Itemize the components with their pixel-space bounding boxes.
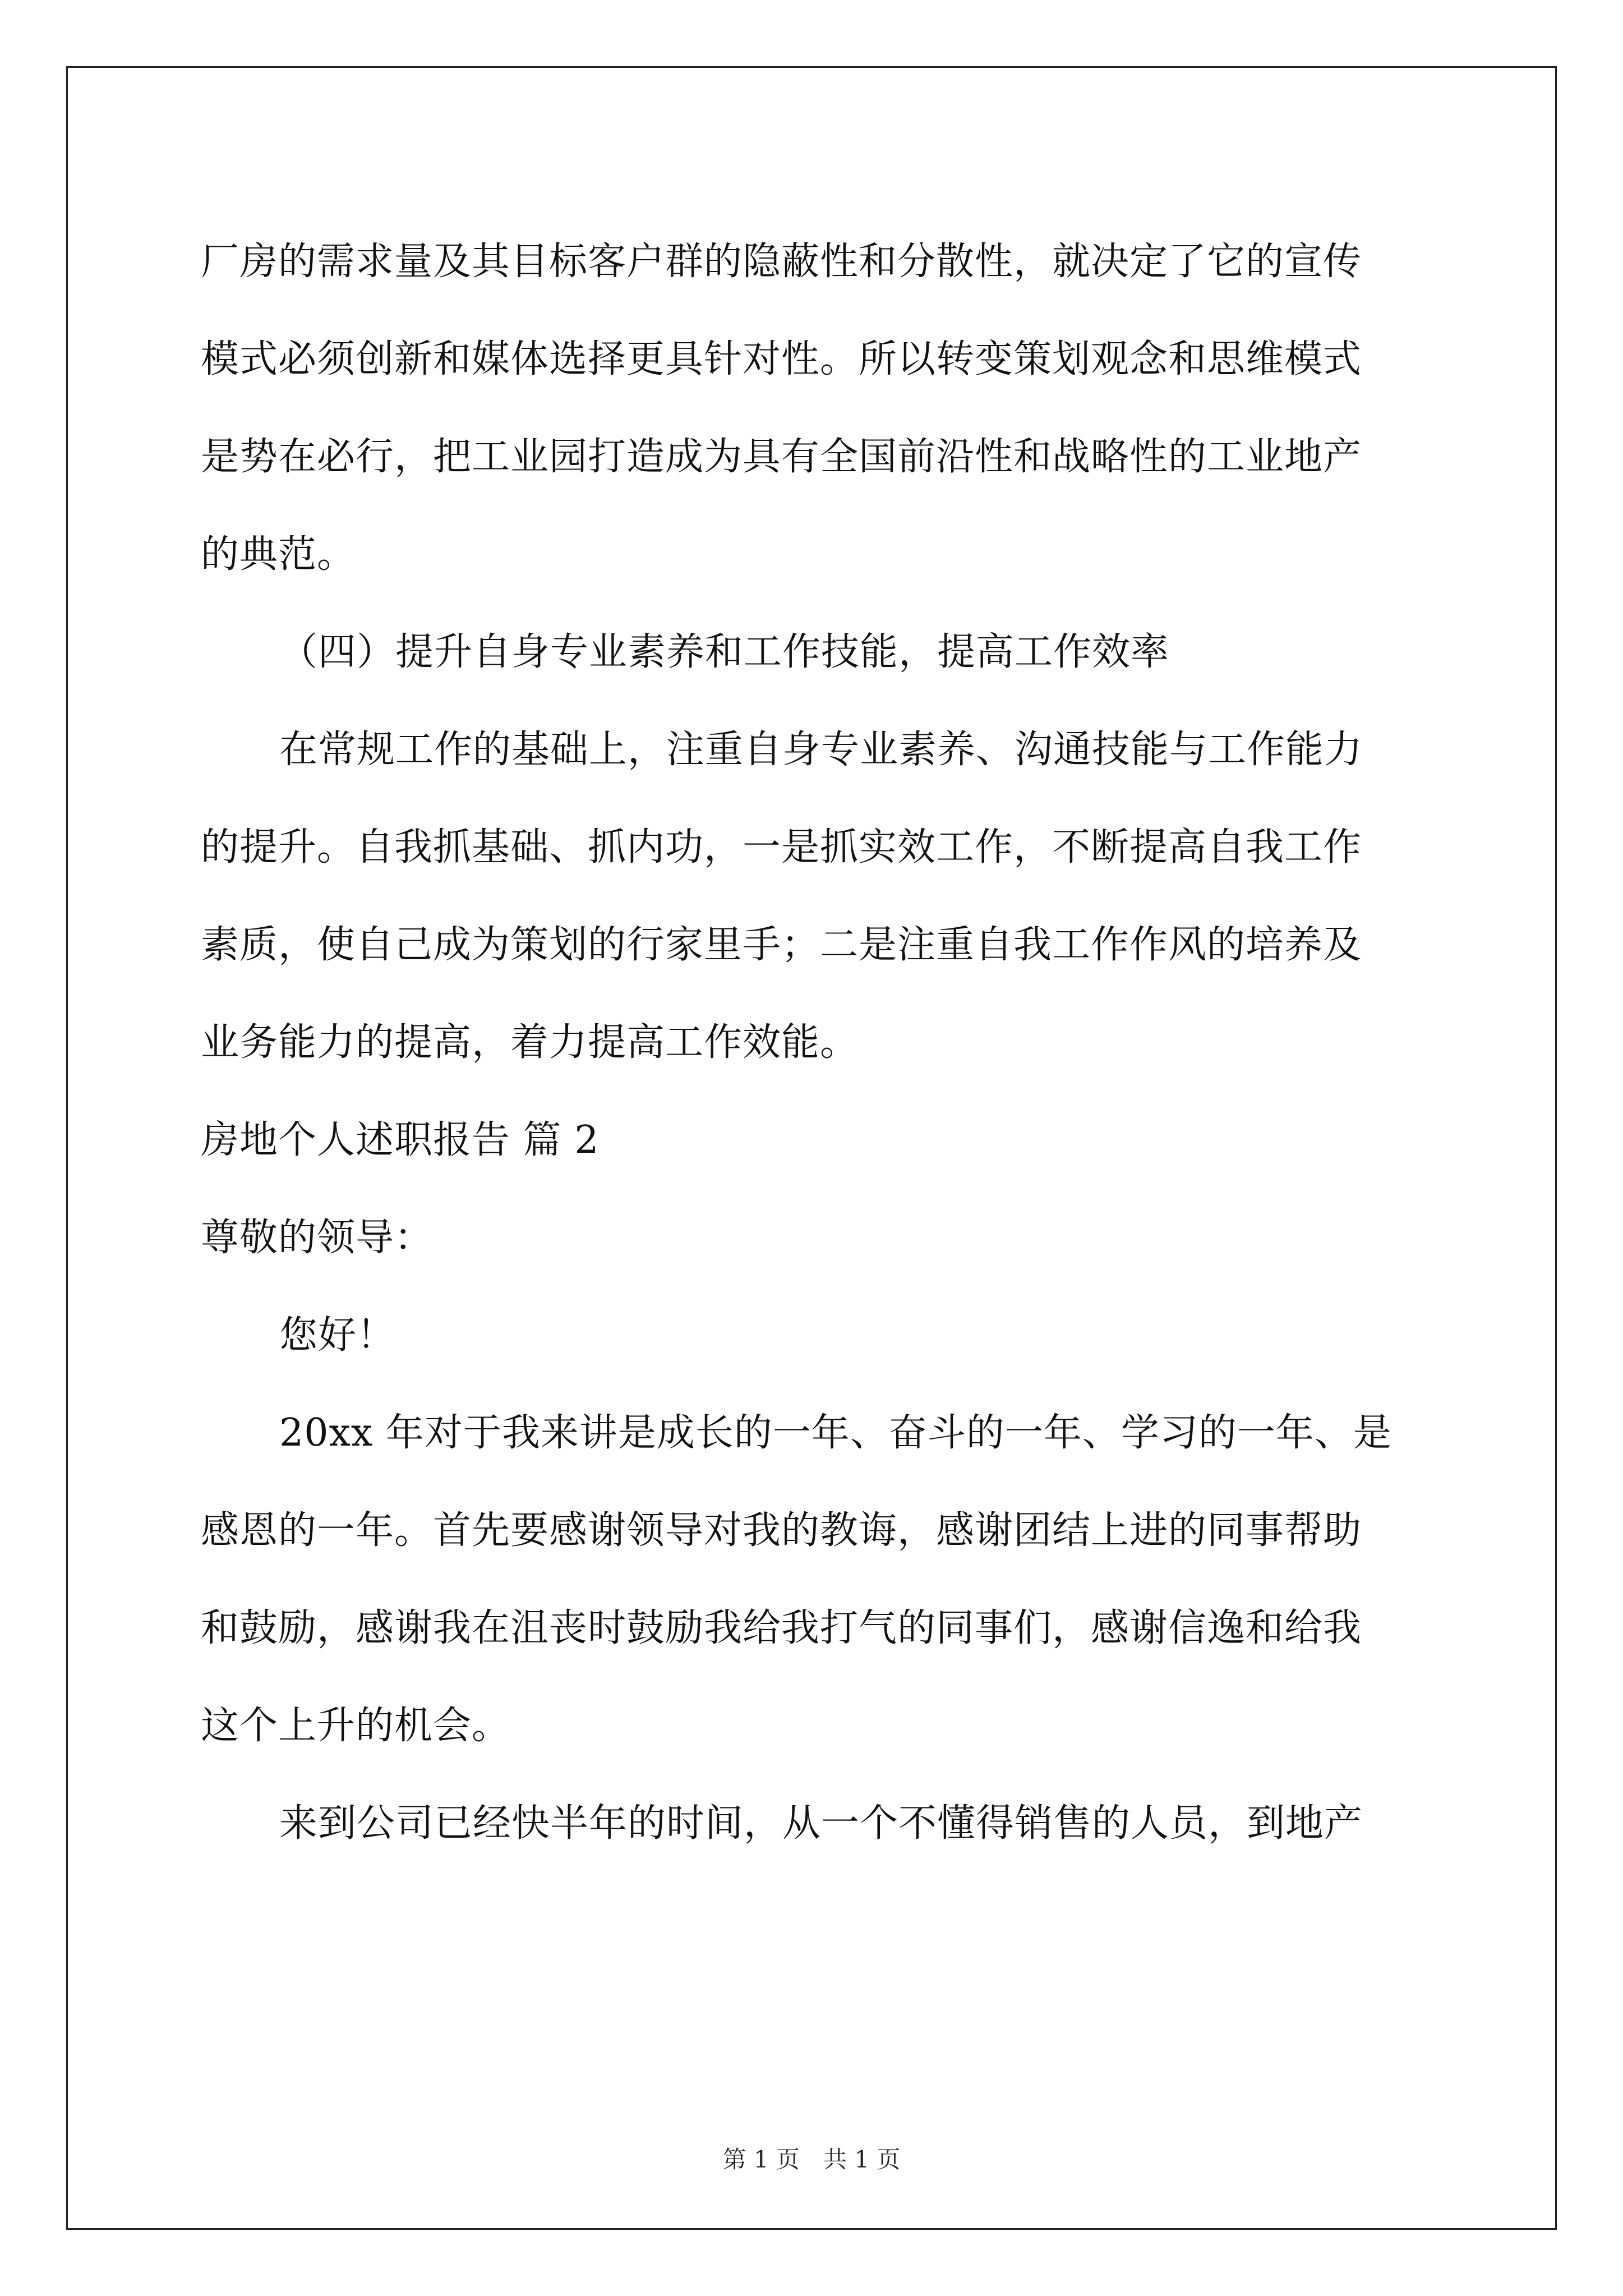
text-line: 是势在必行，把工业园打造成为具有全国前沿性和战略性的工业地产 xyxy=(201,435,1362,479)
greeting: 您好！ xyxy=(279,1313,396,1358)
text-line: 模式必须创新和媒体选择更具针对性。所以转变策划观念和思维模式 xyxy=(201,337,1362,381)
text-line: 和鼓励，感谢我在沮丧时鼓励我给我打气的同事们，感谢信逸和给我 xyxy=(201,1606,1362,1650)
report-title: 房地个人述职报告 篇 2 xyxy=(201,1118,600,1162)
text-line: 业务能力的提高，着力提高工作效能。 xyxy=(201,1020,859,1065)
document-body xyxy=(201,213,1429,1872)
text-line: 素质，使自己成为策划的行家里手；二是注重自我工作作风的培养及 xyxy=(201,923,1362,967)
text-line: 的典范。 xyxy=(201,532,356,577)
text-line: 20xx 年对于我来讲是成长的一年、奋斗的一年、学习的一年、是 xyxy=(279,1411,1392,1455)
text-line: 的提升。自我抓基础、抓内功，一是抓实效工作，不断提高自我工作 xyxy=(201,825,1362,869)
text-line: 来到公司已经快半年的时间，从一个不懂得销售的人员，到地产 xyxy=(279,1801,1363,1846)
page-footer: 第 1 页 共 1 页 xyxy=(722,2146,901,2173)
salutation: 尊敬的领导： xyxy=(201,1216,434,1260)
text-line: 这个上升的机会。 xyxy=(201,1704,511,1748)
section-heading: （四）提升自身专业素养和工作技能，提高工作效率 xyxy=(279,630,1170,674)
text-line: 感恩的一年。首先要感谢领导对我的教诲，感谢团结上进的同事帮助 xyxy=(201,1508,1362,1553)
text-line: 厂房的需求量及其目标客户群的隐蔽性和分散性，就决定了它的宣传 xyxy=(201,240,1362,284)
text-line: 在常规工作的基础上，注重自身专业素养、沟通技能与工作能力 xyxy=(279,728,1363,772)
